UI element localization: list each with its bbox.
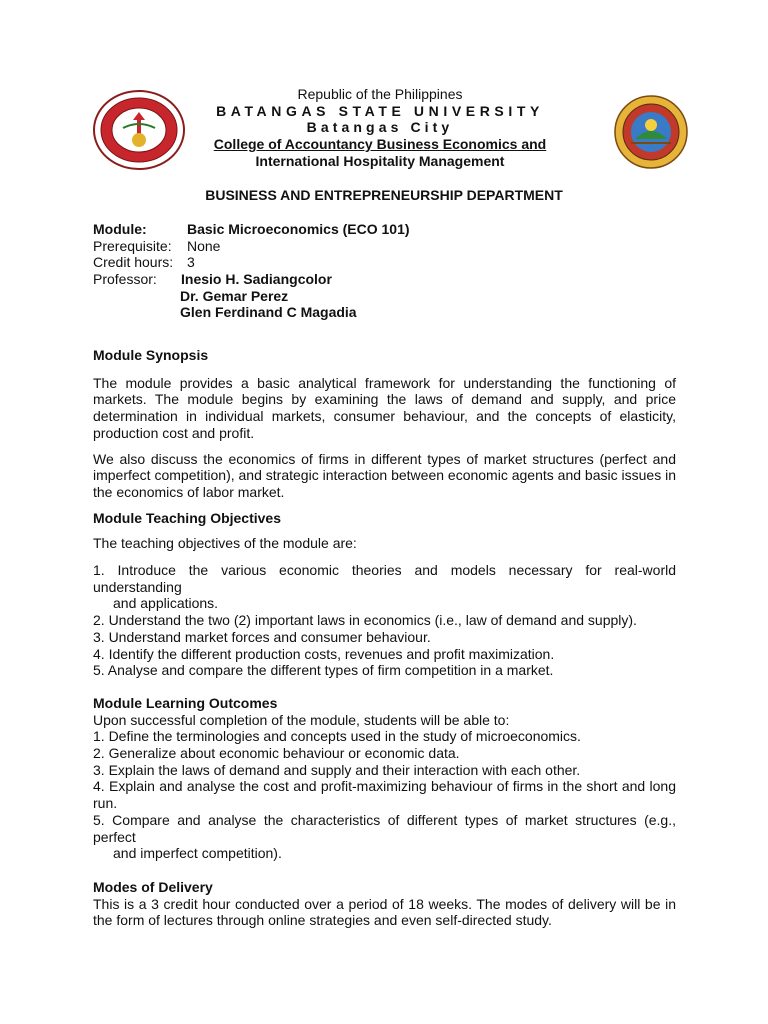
prerequisite-row	[93, 238, 683, 255]
synopsis-paragraph: We also discuss the economics of firms in different types of market structures (perfect and imperfect competition), and strategic interaction between economic agents and basic issues in the economics of labor market.	[93, 450, 676, 500]
module-content	[93, 347, 676, 929]
outcomes-heading: Module Learning Outcomes	[93, 694, 278, 711]
outcome-item: 4. Explain and analyse the cost and profit-maximizing behaviour of firms in the short and long run.	[93, 778, 676, 812]
professor-row	[93, 271, 683, 288]
objective-item: 4. Identify the different production costs, revenues and profit maximization.	[93, 645, 555, 662]
synopsis-paragraph: The module provides a basic analytical framework for understanding the functioning of markets. The module begins by examining the laws of demand and supply, and price determination in individual markets, consumer behaviour, and the concepts of elasticity, production cost and profit.	[93, 374, 676, 441]
outcome-item: 1. Define the terminologies and concepts used in the study of microeconomics.	[93, 728, 581, 745]
professor-name: Glen Ferdinand C Magadia	[180, 304, 357, 321]
objectives-intro: The teaching objectives of the module are:	[93, 535, 357, 552]
objective-item: 5. Analyse and compare the different types of firm competition in a market.	[93, 662, 554, 679]
city-seal-logo	[613, 95, 689, 169]
objective-item: 2. Understand the two (2) important laws in economics (i.e., law of demand and supply).	[93, 612, 637, 629]
module-value: Basic Microeconomics (ECO 101)	[187, 221, 410, 237]
outcome-item: 2. Generalize about economic behaviour or economic data.	[93, 745, 460, 762]
professor-row	[93, 304, 683, 321]
credit-hours-value: 3	[187, 254, 195, 271]
outcome-item: 5. Compare and analyse the characteristics of different types of market structures (e.g., perfect	[93, 811, 676, 845]
college-name-line2: International Hospitality Management	[255, 152, 505, 169]
college-name-line1: College of Accountancy Business Economics and	[213, 136, 547, 153]
objectives-heading: Module Teaching Objectives	[93, 509, 282, 526]
module-label: Module:	[93, 221, 147, 237]
professor-row	[93, 288, 683, 305]
synopsis-heading: Module Synopsis	[93, 347, 209, 363]
professor-label: Professor:	[93, 271, 157, 288]
city-name: Batangas City	[306, 119, 454, 136]
university-name: BATANGAS STATE UNIVERSITY	[216, 102, 544, 119]
module-row	[93, 221, 683, 238]
objective-item: 3. Understand market forces and consumer behaviour.	[93, 628, 431, 645]
credit-hours-label: Credit hours:	[93, 254, 174, 271]
department-title: BUSINESS AND ENTREPRENEURSHIP DEPARTMENT	[205, 187, 563, 203]
outcome-item: 3. Explain the laws of demand and supply and their interaction with each other.	[93, 761, 581, 778]
delivery-paragraph: This is a 3 credit hour conducted over a period of 18 weeks. The modes of delivery will be in the form of lectures through online strategies and even self-directed study.	[93, 895, 676, 929]
professor-name: Dr. Gemar Perez	[180, 287, 289, 304]
republic-line: Republic of the Philippines	[297, 86, 463, 102]
delivery-heading: Modes of Delivery	[93, 878, 213, 895]
professor-name: Inesio H. Sadiangcolor	[181, 271, 332, 288]
document-header	[150, 86, 610, 170]
prerequisite-label: Prerequisite:	[93, 237, 172, 254]
outcomes-intro: Upon successful completion of the module, students will be able to:	[93, 711, 510, 728]
objective-item-continuation: and applications.	[113, 595, 219, 612]
prerequisite-value: None	[187, 237, 221, 254]
outcome-item-continuation: and imperfect competition).	[113, 845, 282, 862]
module-info	[93, 221, 683, 321]
objective-item: 1. Introduce the various economic theories and models necessary for real-world understanding	[93, 562, 676, 595]
credit-hours-row	[93, 254, 683, 271]
